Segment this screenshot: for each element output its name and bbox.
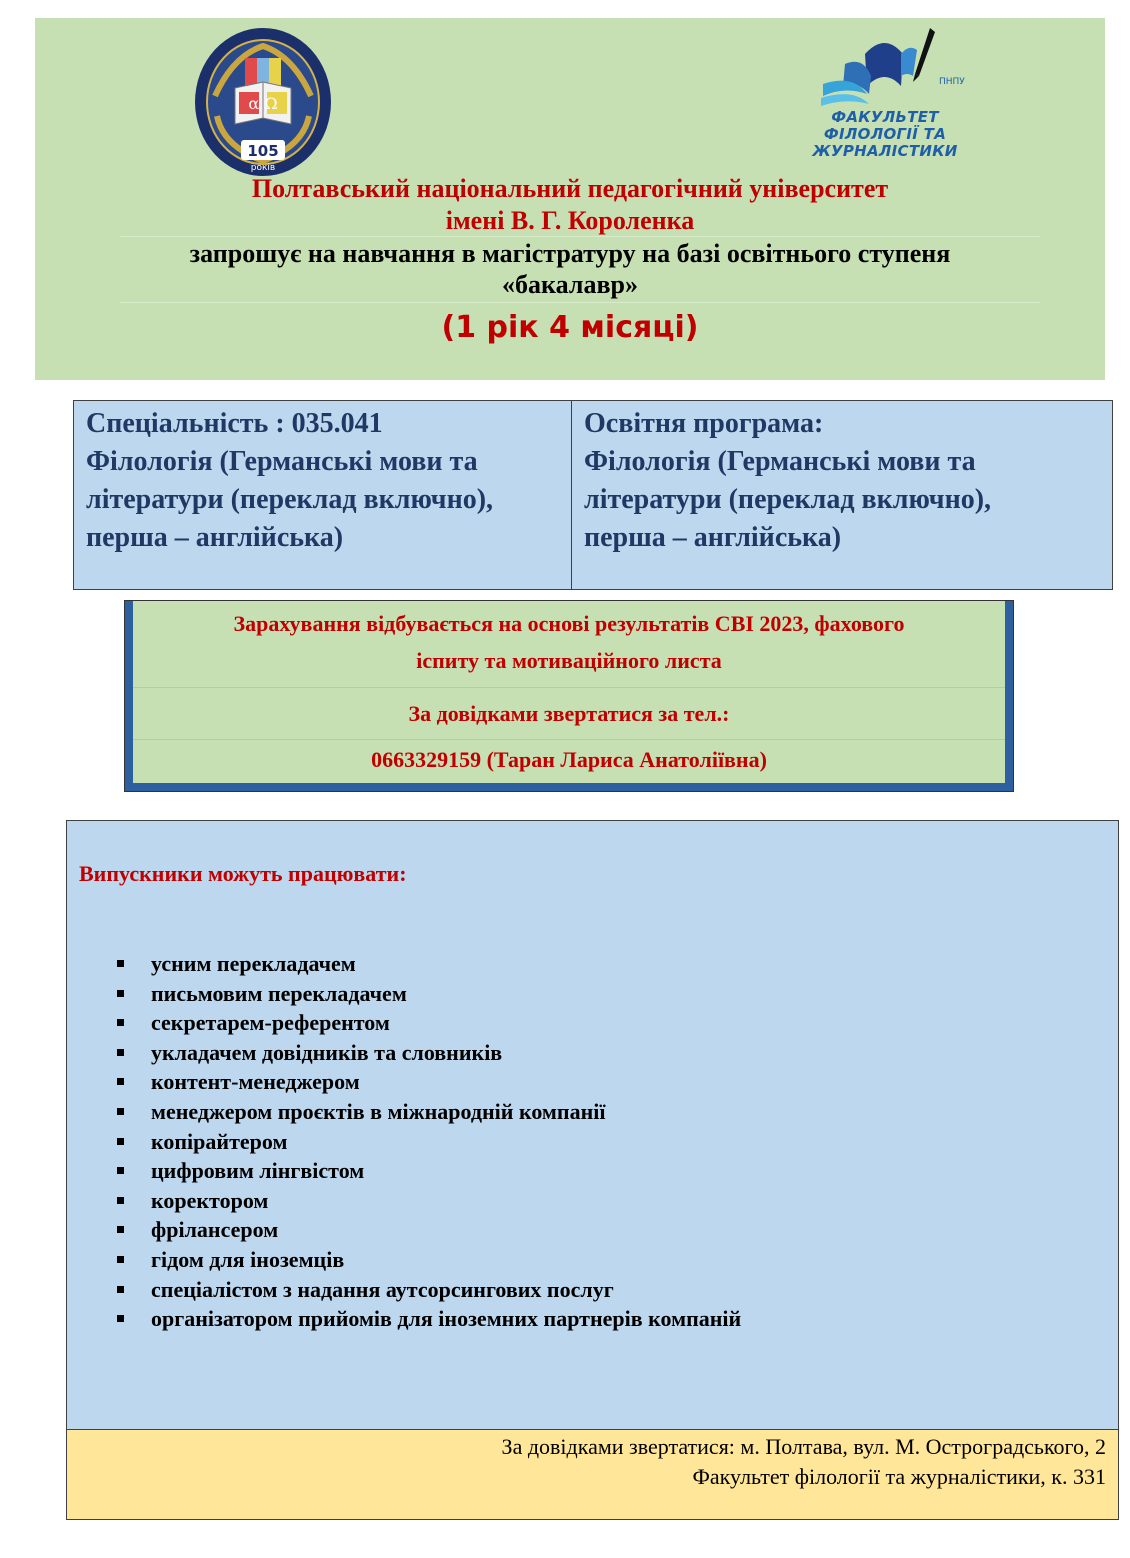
list-item-text: контент-менеджером <box>151 1069 360 1095</box>
admission-basis-line1: Зарахування відбувається на основі результатів СВІ 2023, фахового <box>233 611 905 636</box>
list-item <box>117 979 741 1009</box>
admission-basis <box>133 601 1005 688</box>
bullet-icon <box>117 1049 124 1056</box>
specialty-line: перша – англійська) <box>86 522 344 553</box>
bullet-icon <box>117 1138 124 1145</box>
program-cell <box>572 401 1112 589</box>
footer-contact <box>67 1429 1118 1519</box>
bullet-icon <box>117 1108 124 1115</box>
bullet-icon <box>117 1226 124 1233</box>
list-item <box>117 1097 741 1127</box>
list-item-text: фрілансером <box>151 1217 279 1243</box>
university-name-line2: імені В. Г. Короленка <box>445 206 695 235</box>
specialty-line: Філологія (Германські мови та <box>86 446 478 477</box>
faculty-name-line2: ФІЛОЛОГІЇ ТА <box>823 125 947 143</box>
list-item-text: усним перекладачем <box>151 951 356 976</box>
faculty-logo <box>805 24 965 164</box>
specialty-line: літератури (переклад включно), <box>86 484 494 515</box>
list-item <box>117 1275 741 1305</box>
list-item <box>117 949 741 979</box>
list-item <box>117 1215 741 1245</box>
open-book-pen-icon <box>805 24 965 110</box>
list-item-text: копірайтером <box>151 1128 288 1154</box>
program-line: перша – англійська) <box>584 522 842 553</box>
bullet-icon <box>117 1256 124 1263</box>
graduates-box <box>66 820 1119 1520</box>
anniversary-word: років <box>250 163 276 173</box>
list-item <box>117 1186 741 1216</box>
specialty-program-table <box>73 400 1113 590</box>
list-item <box>117 1008 741 1038</box>
university-name-line1: Полтавський національний педагогічний університет <box>251 174 889 203</box>
list-item-text: гідом для іноземців <box>151 1246 345 1272</box>
list-item-text: письмовим перекладачем <box>151 980 407 1006</box>
list-item <box>117 1304 741 1334</box>
bullet-icon <box>117 1167 124 1174</box>
university-name <box>35 173 1105 237</box>
header-banner <box>35 18 1105 380</box>
bullet-icon <box>117 1078 124 1085</box>
divider <box>120 302 1040 303</box>
bullet-icon <box>117 990 124 997</box>
contact-label: За довідками звертатися за тел.: <box>133 688 1005 740</box>
study-duration: (1 рік 4 місяці) <box>441 310 699 345</box>
list-item-text: секретарем-референтом <box>151 1010 390 1036</box>
invitation-text <box>35 238 1105 300</box>
list-item-text: коректором <box>151 1187 269 1213</box>
footer-address: За довідками звертатися: м. Полтава, вул. М. Остроградського, 2 <box>501 1434 1106 1459</box>
bullet-icon <box>117 1197 124 1204</box>
invitation-line1: запрошує на навчання в магістратуру на базі освітнього ступеня <box>189 239 951 268</box>
graduates-list <box>117 949 741 1334</box>
alpha-omega-symbols: α Ω <box>248 94 278 113</box>
list-item <box>117 1038 741 1068</box>
invitation-line2: «бакалавр» <box>502 270 638 299</box>
bullet-icon <box>117 1286 124 1293</box>
admission-box <box>124 600 1014 792</box>
list-item-text: укладачем довідників та словників <box>151 1039 503 1065</box>
program-line: літератури (переклад включно), <box>584 484 992 515</box>
divider <box>120 236 1040 237</box>
faculty-name-line1: ФАКУЛЬТЕТ <box>831 108 939 126</box>
bullet-icon <box>117 1315 124 1322</box>
faculty-name-line3: ЖУРНАЛІСТИКИ <box>812 142 958 160</box>
list-item <box>117 1127 741 1157</box>
bullet-icon <box>117 960 124 967</box>
footer-room: Факультет філології та журналістики, к. 331 <box>692 1464 1106 1489</box>
list-item <box>117 1067 741 1097</box>
list-item <box>117 1156 741 1186</box>
specialty-label: Спеціальність : 035.041 <box>86 408 383 439</box>
list-item <box>117 1245 741 1275</box>
list-item-text: організатором прийомів для іноземних партнерів компаній <box>151 1306 742 1332</box>
list-item-text: менеджером проєктів в міжнародній компанії <box>151 1098 606 1124</box>
admission-content <box>133 601 1005 783</box>
admission-basis-line2: іспиту та мотиваційного листа <box>416 648 722 673</box>
specialty-cell <box>74 401 572 589</box>
list-item-text: спеціалістом з надання аутсорсингових послуг <box>151 1276 614 1302</box>
faculty-tag: ПНПУ <box>939 77 965 87</box>
list-item-text: цифровим лінгвістом <box>151 1158 365 1184</box>
bullet-icon <box>117 1019 124 1026</box>
university-emblem-icon <box>193 26 333 178</box>
program-label: Освітня програма: <box>584 408 824 439</box>
program-line: Філологія (Германські мови та <box>584 446 976 477</box>
contact-phone[interactable]: 0663329159 (Таран Лариса Анатоліївна) <box>371 747 767 772</box>
graduates-title: Випускники можуть працювати: <box>79 861 407 886</box>
anniversary-number: 105 <box>247 142 279 160</box>
